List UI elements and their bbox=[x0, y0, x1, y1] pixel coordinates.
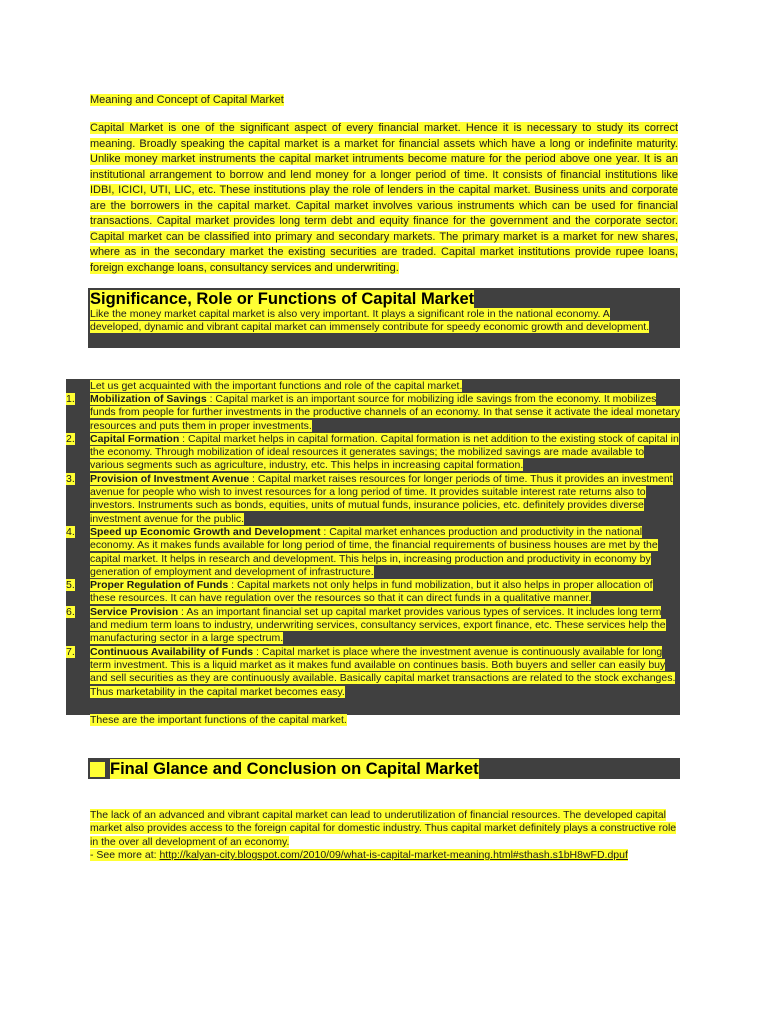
list-item-number: 2. bbox=[66, 432, 75, 445]
list-item bbox=[66, 579, 680, 606]
functions-outro-text: These are the important functions of the capital market. bbox=[90, 714, 347, 726]
section-title-text: Meaning and Concept of Capital Market bbox=[90, 94, 284, 106]
list-item bbox=[66, 646, 680, 699]
final-heading-text: Final Glance and Conclusion on Capital Market bbox=[110, 760, 479, 778]
functions-intro bbox=[90, 380, 462, 393]
list-item-number: 1. bbox=[66, 393, 75, 405]
list-item-title: Continuous Availability of Funds bbox=[90, 645, 254, 658]
list-item-number: 5. bbox=[66, 579, 75, 592]
list-item-number: 4. bbox=[66, 525, 75, 538]
list-item-title: Provision of Investment Avenue bbox=[90, 472, 250, 485]
source-link[interactable]: http://kalyan-city.blogspot.com/2010/09/what-is-capital-market-meaning.html#sthash.s1bH8wFD.dpuf bbox=[159, 848, 628, 861]
section-title bbox=[90, 93, 284, 107]
list-item-text: : Capital market raises resources for longer periods of time. Thus it provides an investment avenue for people who wish to invest resources for a long period of time. It provides suitable interest rate returns also to investors. Instruments such as bonds, equities, units of mutual funds, insurance policies, etc. definitely provides diverse investment avenue for the public. bbox=[90, 472, 673, 525]
list-item-number: 6. bbox=[66, 605, 75, 618]
list-item bbox=[66, 526, 680, 579]
intro-paragraph-text: Capital Market is one of the significant aspect of every financial market. Hence it is necessary to study its correct meaning. Broadly speaking the capital market is a market for financial assets which have a long or indefinite maturity. Unlike money market instruments the capital market intruments become mature for the period above one year. It is an institutional arrangement to borrow and lend money for a longer period of time. It consists of financial institutions like IDBI, ICICI, UTI, LIC, etc. These institutions play the role of lenders in the capital market. Business units and corporate are the borrowers in the capital market. Capital market involves various instruments which can be used for financial transactions. Capital market provides long term debt and equity finance for the government and the corporate sector. Capital market can be classified into primary and secondary markets. The primary market is a market for new shares, where as in the secondary market the existing securities are traded. Capital market institutions provide rupee loans, foreign exchange loans, consultancy services and underwriting. bbox=[90, 122, 678, 274]
list-item bbox=[66, 393, 680, 433]
red-square-icon bbox=[90, 762, 105, 777]
list-item-number: 3. bbox=[66, 472, 75, 485]
significance-body bbox=[90, 308, 660, 335]
list-item-title: Proper Regulation of Funds bbox=[90, 579, 229, 592]
functions-intro-text: Let us get acquainted with the important functions and role of the capital market. bbox=[90, 380, 463, 392]
see-more-prefix: - See more at: bbox=[90, 848, 160, 861]
list-item-text: : Capital markets not only helps in fund mobilization, but it also helps in proper allocation of these resources. It can have regulation over the resources so that it can direct funds in a qualitative manner. bbox=[90, 579, 653, 605]
significance-heading bbox=[90, 289, 474, 309]
conclusion-paragraph bbox=[90, 809, 680, 862]
functions-list bbox=[66, 393, 680, 699]
final-heading bbox=[90, 759, 479, 779]
list-item bbox=[66, 606, 680, 646]
conclusion-text: The lack of an advanced and vibrant capital market can lead to underutilization of financial resources. The developed capital market also provides access to the foreign capital for domestic industry. Thus capital market definitely plays a constructive role in the over all development of an economy. bbox=[90, 809, 677, 848]
list-item-title: Speed up Economic Growth and Development bbox=[90, 525, 321, 538]
intro-paragraph bbox=[90, 121, 678, 276]
list-item-title: Capital Formation bbox=[90, 432, 180, 445]
list-item-title: Service Provision bbox=[90, 605, 179, 618]
list-item-text: : Capital market is place where the investment avenue is continuously available for long term investment. This is a liquid market as it makes fund available on continues basis. Both buyers and seller can easily buy and sell securities as they are continuously available. Basically capital market transactions are related to the stock exchanges. Thus marketability in the capital market becomes easy. bbox=[90, 645, 676, 698]
list-item-text: : Capital market enhances production and productivity in the national economy. As it makes funds available for long period of time, the financial requirements of business houses are met by the capital market. It helps in research and development. This helps in, increasing production and productivity in economy by generation of employment and development of infrastructure. bbox=[90, 525, 658, 578]
list-item-text: : Capital market helps in capital formation. Capital formation is net addition to the existing stock of capital in the economy. Through mobilization of ideal resources it generates savings; the mobilized savings are made available to various segments such as agriculture, industry, etc. This helps in increasing capital formation. bbox=[90, 432, 679, 472]
list-item-text: : Capital market is an important source for mobilizing idle savings from the economy. It mobilizes funds from people for further investments in the productive channels of an economy. In that sense it activate the ideal monetary resources and puts them in proper investments. bbox=[90, 393, 680, 432]
list-item-text: : As an important financial set up capital market provides various types of services. It includes long term and medium term loans to industry, underwriting services, consultancy services, export finance, etc. These services help the manufacturing sector in a large spectrum. bbox=[90, 605, 666, 645]
list-item bbox=[66, 473, 680, 526]
list-item bbox=[66, 433, 680, 473]
functions-outro bbox=[90, 714, 347, 727]
significance-body-text: Like the money market capital market is also very important. It plays a significant role in the national economy. A developed, dynamic and vibrant capital market can immensely contribute for speedy economic growth and development. bbox=[90, 308, 650, 334]
list-item-number: 7. bbox=[66, 645, 75, 658]
significance-heading-text: Significance, Role or Functions of Capital Market bbox=[90, 290, 475, 308]
list-item-title: Mobilization of Savings bbox=[90, 393, 207, 405]
